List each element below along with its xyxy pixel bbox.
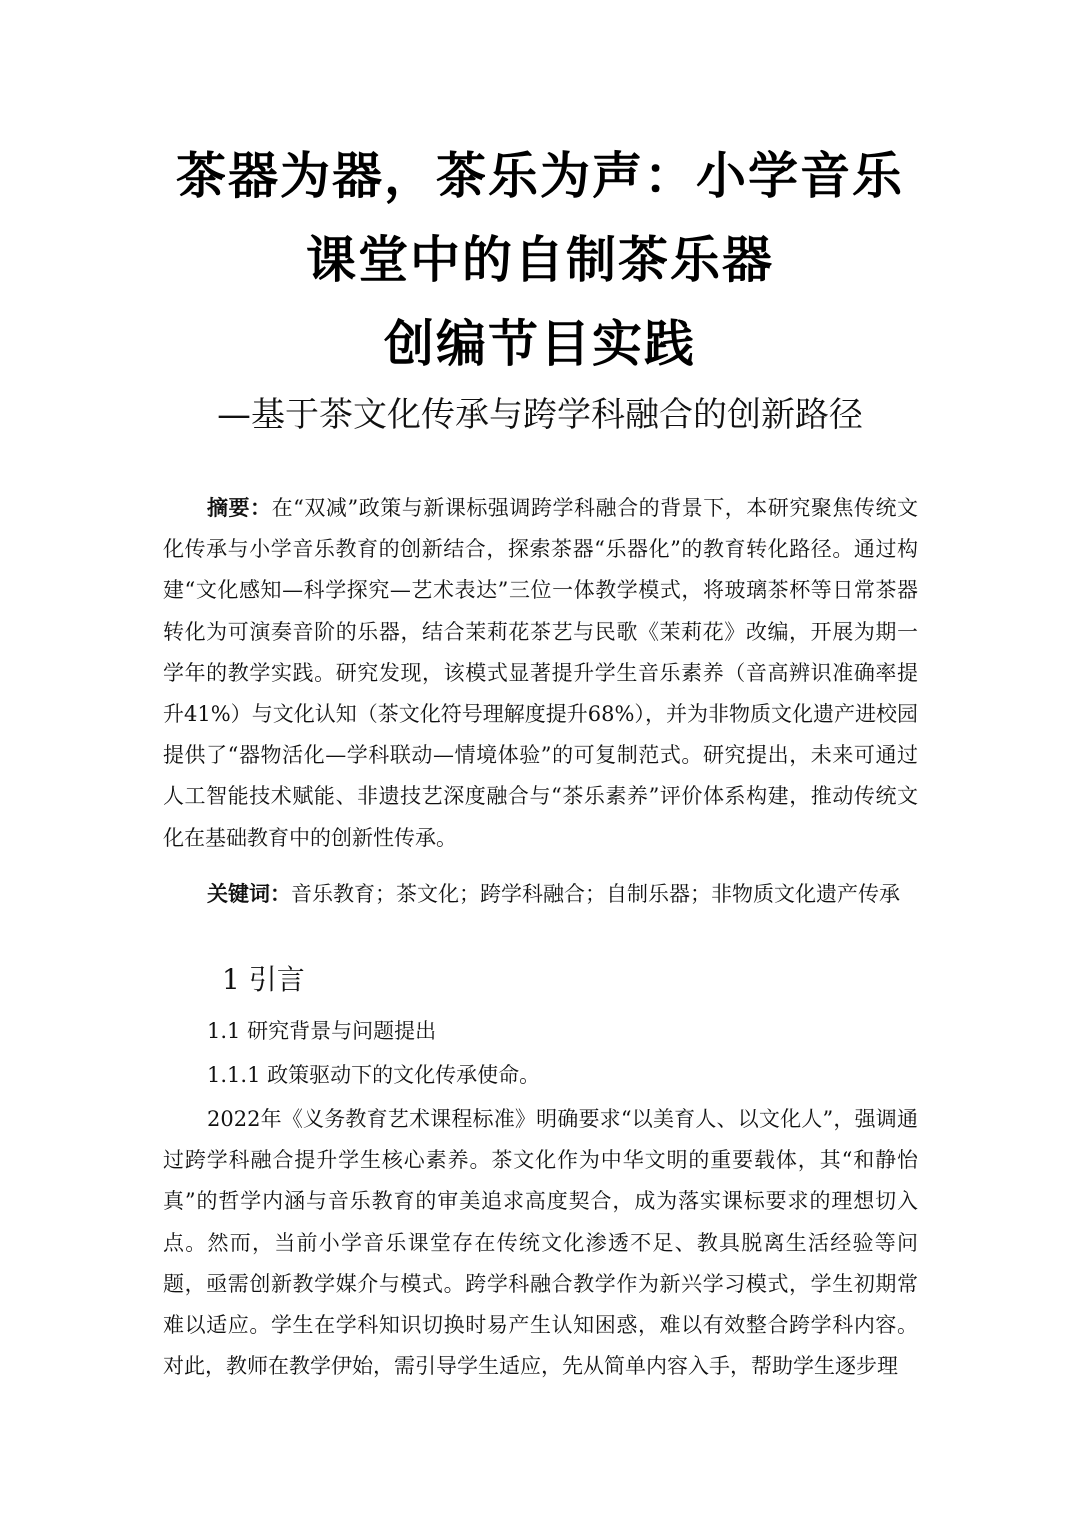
subsubsection-heading-policy: 1.1.1 政策驱动下的文化传承使命。 (207, 1063, 541, 1087)
abstract-text: 在“双减”政策与新课标强调跨学科融合的背景下，本研究聚焦传统文化传承与小学音乐教育的创新结合，探索茶器“乐器化”的教育转化路径。通过构建“文化感知—科学探究—艺术表达”三位一体教学模式，将玻璃茶杯等日常茶器转化为可演奏音阶的乐器，结合茉莉花茶艺与民歌《茉莉花》改编，开展为期一学年的教学实践。研究发现，该模式显著提升学生音乐素养（音高辨识准确率提升41%）与文化认知（茶文化符号理解度提升68%），并为非物质文化遗产进校园提供了“器物活化—学科联动—情境体验”的可复制范式。研究提出，未来可通过人工智能技术赋能、非遗技艺深度融合与“茶乐素养”评价体系构建，推动传统文化在基础教育中的创新性传承。 (163, 496, 918, 850)
subsection-heading-background: 1.1 研究背景与问题提出 (207, 1019, 437, 1043)
keywords-label: 关键词： (207, 881, 291, 906)
title-line-2: 课堂中的自制茶乐器 (306, 231, 774, 289)
title-line-3: 创编节目实践 (384, 315, 696, 373)
section-heading-introduction: 1 引言 (222, 963, 305, 996)
keywords-text: 音乐教育；茶文化；跨学科融合；自制乐器；非物质文化遗产传承 (291, 882, 900, 906)
abstract-section (163, 487, 918, 859)
document-subtitle: —基于茶文化传承与跨学科融合的创新路径 (217, 395, 863, 435)
keywords-section (163, 873, 918, 915)
title-line-1: 茶器为器，茶乐为声：小学音乐 (176, 147, 904, 205)
abstract-paragraph (163, 487, 918, 859)
intro-section (163, 1099, 918, 1387)
keywords-paragraph (163, 873, 918, 915)
intro-paragraph: 2022年《义务教育艺术课程标准》明确要求“以美育人、以文化人”，强调通过跨学科融合提升学生核心素养。茶文化作为中华文明的重要载体，其“和静怡真”的哲学内涵与音乐教育的审美追求高度契合，成为落实课标要求的理想切入点。然而，当前小学音乐课堂存在传统文化渗透不足、教具脱离生活经验等问题，亟需创新教学媒介与模式。跨学科融合教学作为新兴学习模式，学生初期常难以适应。学生在学科知识切换时易产生认知困惑，难以有效整合跨学科内容。对此，教师在教学伊始，需引导学生适应，先从简单内容入手，帮助学生逐步理 (163, 1107, 918, 1379)
abstract-label: 摘要： (207, 495, 272, 520)
document-title (0, 134, 1080, 386)
